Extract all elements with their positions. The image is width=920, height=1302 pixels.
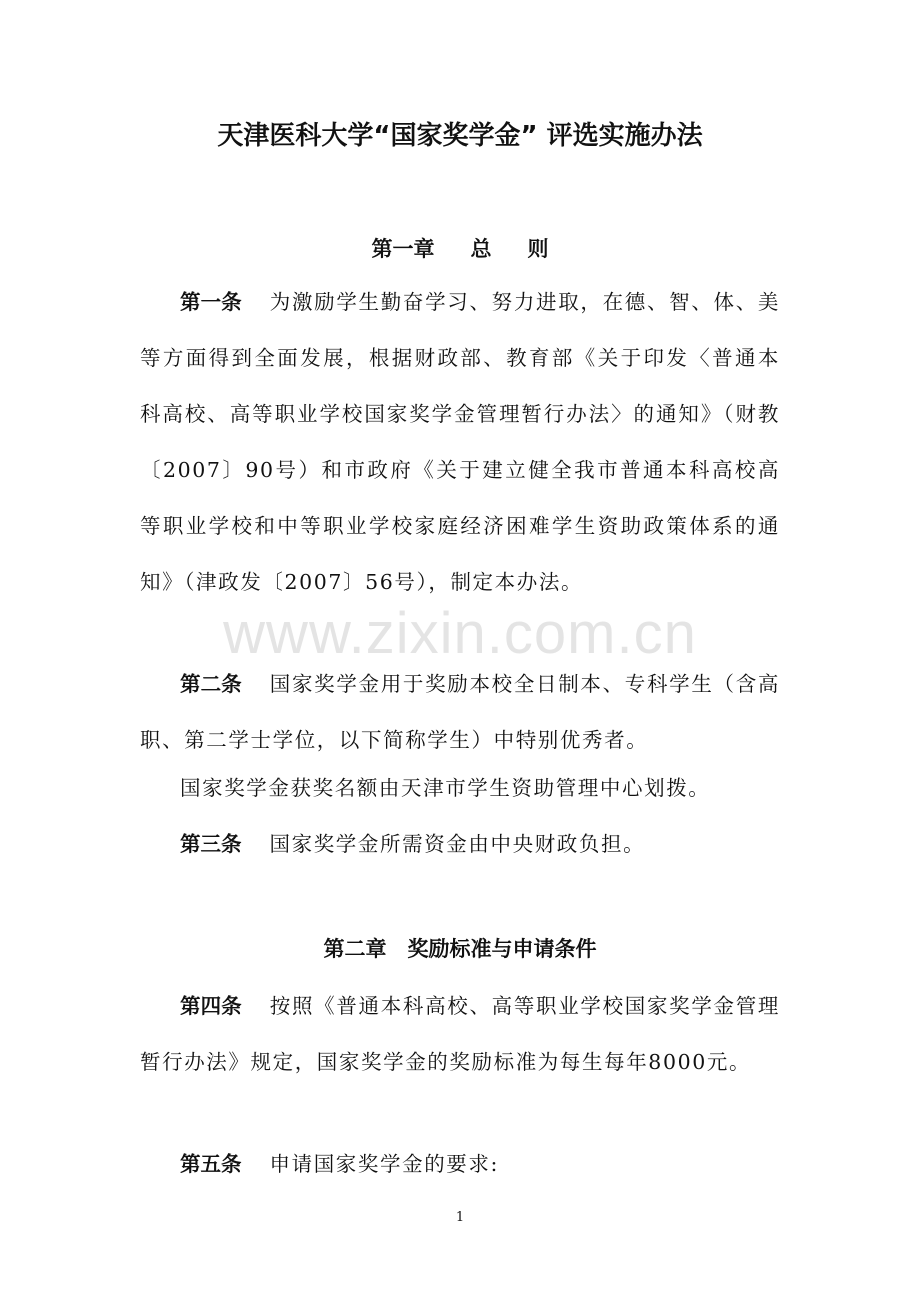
document-title: 天津医科大学“国家奖学金” 评选实施办法 bbox=[217, 121, 703, 151]
article-4-label: 第四条 bbox=[180, 994, 242, 1018]
article-1-text: 为激励学生勤奋学习、努力进取，在德、智、体、美等方面得到全面发展，根据财政部、教育部《关于印发〈普通本科高校、高等职业学校国家奖学金管理暂行办法〉的通知》（财教〔2007〕90号）和市政府《关于建立健全我市普通本科高校高等职业学校和中等职业学校家庭经济困难学生资助政策体系的通知》（津政发〔2007〕56号），制定本办法。 bbox=[140, 290, 780, 594]
article-3-text: 国家奖学金所需资金由中央财政负担。 bbox=[269, 832, 646, 856]
chapter-1-title-b: 则 bbox=[527, 237, 549, 261]
article-3 bbox=[140, 816, 780, 872]
article-1 bbox=[140, 274, 780, 610]
chapter-1-number: 第一章 bbox=[371, 237, 435, 261]
article-2-paragraph: 国家奖学金获奖名额由天津市学生资助管理中心划拨。 bbox=[180, 776, 711, 800]
article-4 bbox=[140, 978, 780, 1090]
article-5-label: 第五条 bbox=[180, 1152, 242, 1176]
watermark: www.zixin.com.cn bbox=[223, 601, 697, 666]
article-2-text: 国家奖学金用于奖励本校全日制本、专科学生（含高职、第二学士学位，以下简称学生）中特别优秀者。 bbox=[140, 672, 780, 752]
article-4-text: 按照《普通本科高校、高等职业学校国家奖学金管理暂行办法》规定，国家奖学金的奖励标准为每生每年8000元。 bbox=[140, 994, 780, 1074]
article-1-label: 第一条 bbox=[180, 290, 242, 314]
article-3-label: 第三条 bbox=[180, 832, 242, 856]
article-2 bbox=[140, 656, 780, 768]
page-number: 1 bbox=[455, 1210, 465, 1225]
article-2-label: 第二条 bbox=[180, 672, 242, 696]
article-5 bbox=[140, 1136, 780, 1192]
chapter-1-title-a: 总 bbox=[470, 237, 492, 261]
article-5-text: 申请国家奖学金的要求: bbox=[269, 1152, 500, 1176]
chapter-2-heading: 第二章 奖励标准与申请条件 bbox=[323, 937, 597, 961]
chapter-1-heading bbox=[0, 232, 920, 266]
